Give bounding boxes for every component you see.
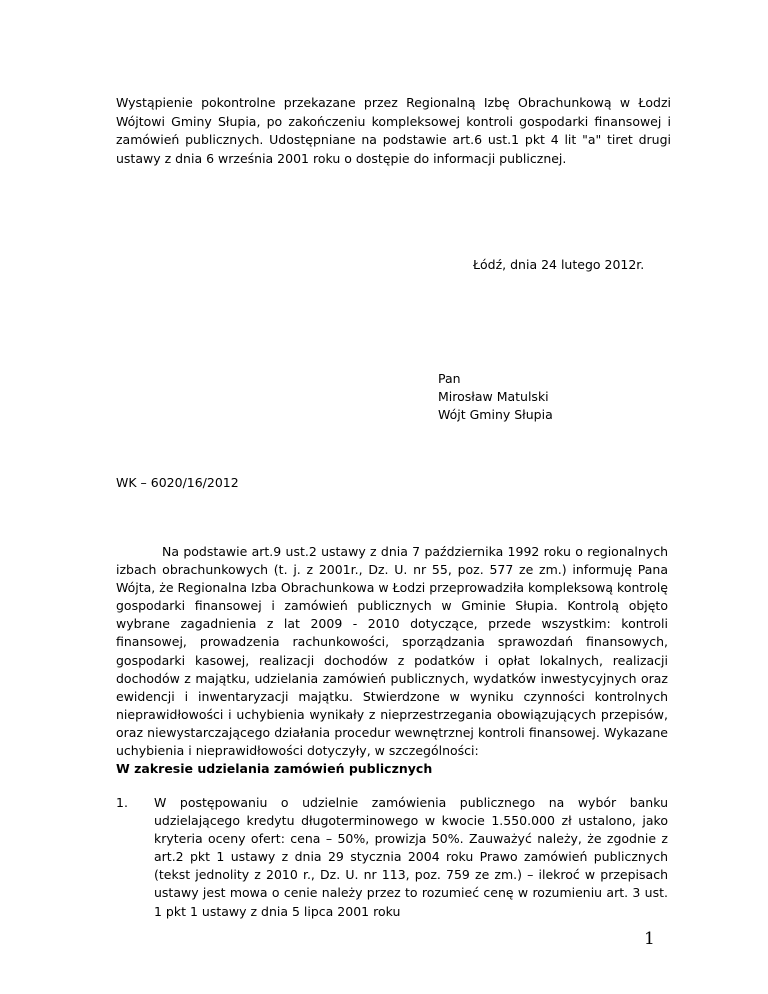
addressee-title: Wójt Gminy Słupia	[438, 407, 553, 422]
addressee-salutation: Pan	[438, 371, 461, 386]
reference-number: WK – 6020/16/2012	[116, 475, 239, 490]
addressee-block	[438, 370, 553, 424]
page-number: 1	[644, 929, 655, 949]
addressee-name: Mirosław Matulski	[438, 389, 549, 404]
body-paragraph: Na podstawie art.9 ust.2 ustawy z dnia 7 października 1992 roku o regionalnych izbach obrachunkowych (t. j. z 2001r., Dz. U. nr 55, poz. 577 ze zm.) informuję Pana Wójta, że Regionalna Izba Obrachunkowa w Łodzi przeprowadziła kompleksową kontrolę gospodarki finansowej i zamówień publicznych w Gminie Słupia. Kontrolą objęto wybrane zagadnienia z lat 2009 - 2010 dotyczące, przede wszystkim: kontroli finansowej, prowadzenia rachunkowości, sporządzania sprawozdań finansowych, gospodarki kasowej, realizacji dochodów z podatków i opłat lokalnych, realizacji dochodów z majątku, udzielania zamówień publicznych, wydatków inwestycyjnych oraz ewidencji i inwentaryzacji majątku. Stwierdzone w wyniku czynności kontrolnych nieprawidłowości i uchybienia wynikały z nieprzestrzegania obowiązujących przepisów, oraz niewystarczającego działania procedur wewnętrznej kontroli finansowej. Wykazane uchybienia i nieprawidłowości dotyczyły, w szczególności:	[116, 544, 668, 759]
list-item-number: 1.	[116, 795, 128, 810]
list-item-text: W postępowaniu o udzielnie zamówienia publicznego na wybór banku udzielającego kredytu długoterminowego w kwocie 1.550.000 zł ustalono, jako kryteria oceny ofert: cena – 50%, prowizja 50%. Zauważyć należy, że zgodnie z art.2 pkt 1 ustawy z dnia 29 stycznia 2004 roku Prawo zamówień publicznych (tekst jednolity z 2010 r., Dz. U. nr 113, poz. 759 ze zm.) – ilekroć w przepisach ustawy jest mowa o cenie należy przez to rozumieć cenę w rozumieniu art. 3 ust. 1 pkt 1 ustawy z dnia 5 lipca 2001 roku	[154, 795, 668, 919]
document-date: Łódź, dnia 24 lutego 2012r.	[473, 257, 645, 272]
section-heading: W zakresie udzielania zamówień publicznych	[116, 761, 433, 776]
intro-paragraph: Wystąpienie pokontrolne przekazane przez Regionalną Izbę Obrachunkową w Łodzi Wójtowi Gminy Słupia, po zakończeniu kompleksowej kontroli gospodarki finansowej i zamówień publicznych. Udostępniane na podstawie art.6 ust.1 pkt 4 lit "a" tiret drugi ustawy z dnia 6 września 2001 roku o dostępie do informacji publicznej.	[116, 95, 671, 166]
